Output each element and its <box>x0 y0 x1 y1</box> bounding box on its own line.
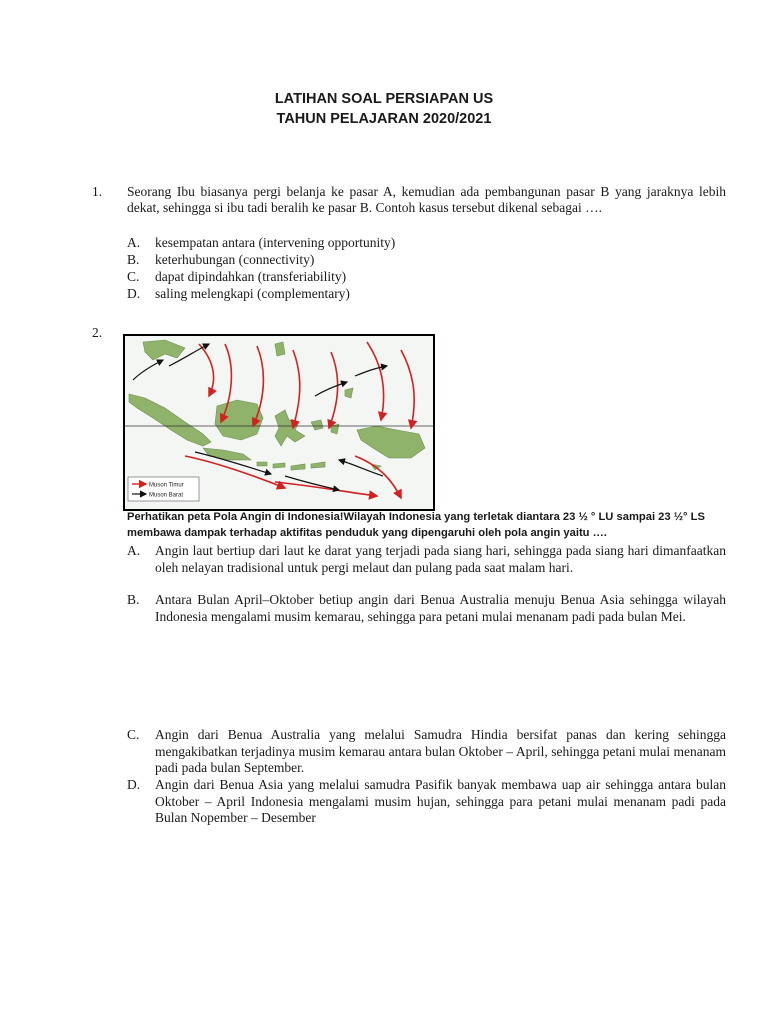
document-year: TAHUN PELAJARAN 2020/2021 <box>276 111 492 127</box>
legend-muson-timur: Muson Timur <box>149 482 184 489</box>
document-title: LATIHAN SOAL PERSIAPAN US <box>274 91 494 107</box>
option-text: Angin dari Benua Asia yang melalui samudra Pasifik banyak membawa uap air sehingga antara bulan Oktober – April Indonesia mengalami musim hujan, sehingga para petani mulai menanam padi pada Bulan Nopember – Desember <box>155 777 726 825</box>
option-letter: A. <box>127 235 141 250</box>
question-2-caption: Perhatikan peta Pola Angin di Indonesia!Wilayah Indonesia yang terletak diantara 23 ½ ° LU sampai 23 ½° LS membawa dampak terhadap aktifitas penduduk yang dipengaruhi oleh pola angin yaitu …. <box>127 511 705 539</box>
question-2-number: 2. <box>92 325 103 340</box>
option-text: dapat dipindahkan (transferiability) <box>155 269 347 284</box>
option-letter: D. <box>127 777 141 792</box>
option-letter: B. <box>127 592 140 607</box>
question-1-text: Seorang Ibu biasanya pergi belanja ke pasar A, kemudian ada pembangunan pasar B yang jaraknya lebih dekat, sehingga si ibu tadi beralih ke pasar B. Contoh kasus tersebut dikenal sebagai …. <box>127 184 726 215</box>
option-letter: A. <box>127 543 141 558</box>
option-text: saling melengkapi (complementary) <box>155 286 350 301</box>
option-letter: D. <box>127 286 141 301</box>
wind-pattern-map <box>123 334 435 511</box>
option-text: Angin laut bertiup dari laut ke darat yang terjadi pada siang hari, sehingga pada siang hari dimanfaatkan oleh nelayan tradisional untuk pergi melaut dan pulang pada saat malam hari. <box>155 543 726 575</box>
option-text: Angin dari Benua Australia yang melalui Samudra Hindia bersifat panas dan kering sehingga mengakibatkan terjadinya musim kemarau antara bulan Oktober – April, sehingga petani mulai menanam padi pada bulan September. <box>155 727 726 775</box>
option-letter: B. <box>127 252 140 267</box>
option-text: kesempatan antara (intervening opportunity) <box>155 235 396 250</box>
option-text: Antara Bulan April–Oktober betiup angin dari Benua Australia menuju Benua Asia sehingga wilayah Indonesia mengalami musim kemarau, sehingga para petani mulai menanam padi pada bulan Mei. <box>155 592 726 624</box>
legend-muson-barat: Muson Barat <box>149 492 184 499</box>
option-letter: C. <box>127 727 140 742</box>
option-text: keterhubungan (connectivity) <box>155 252 315 267</box>
map-legend <box>128 477 199 501</box>
question-1-number: 1. <box>92 184 103 199</box>
option-letter: C. <box>127 269 140 284</box>
